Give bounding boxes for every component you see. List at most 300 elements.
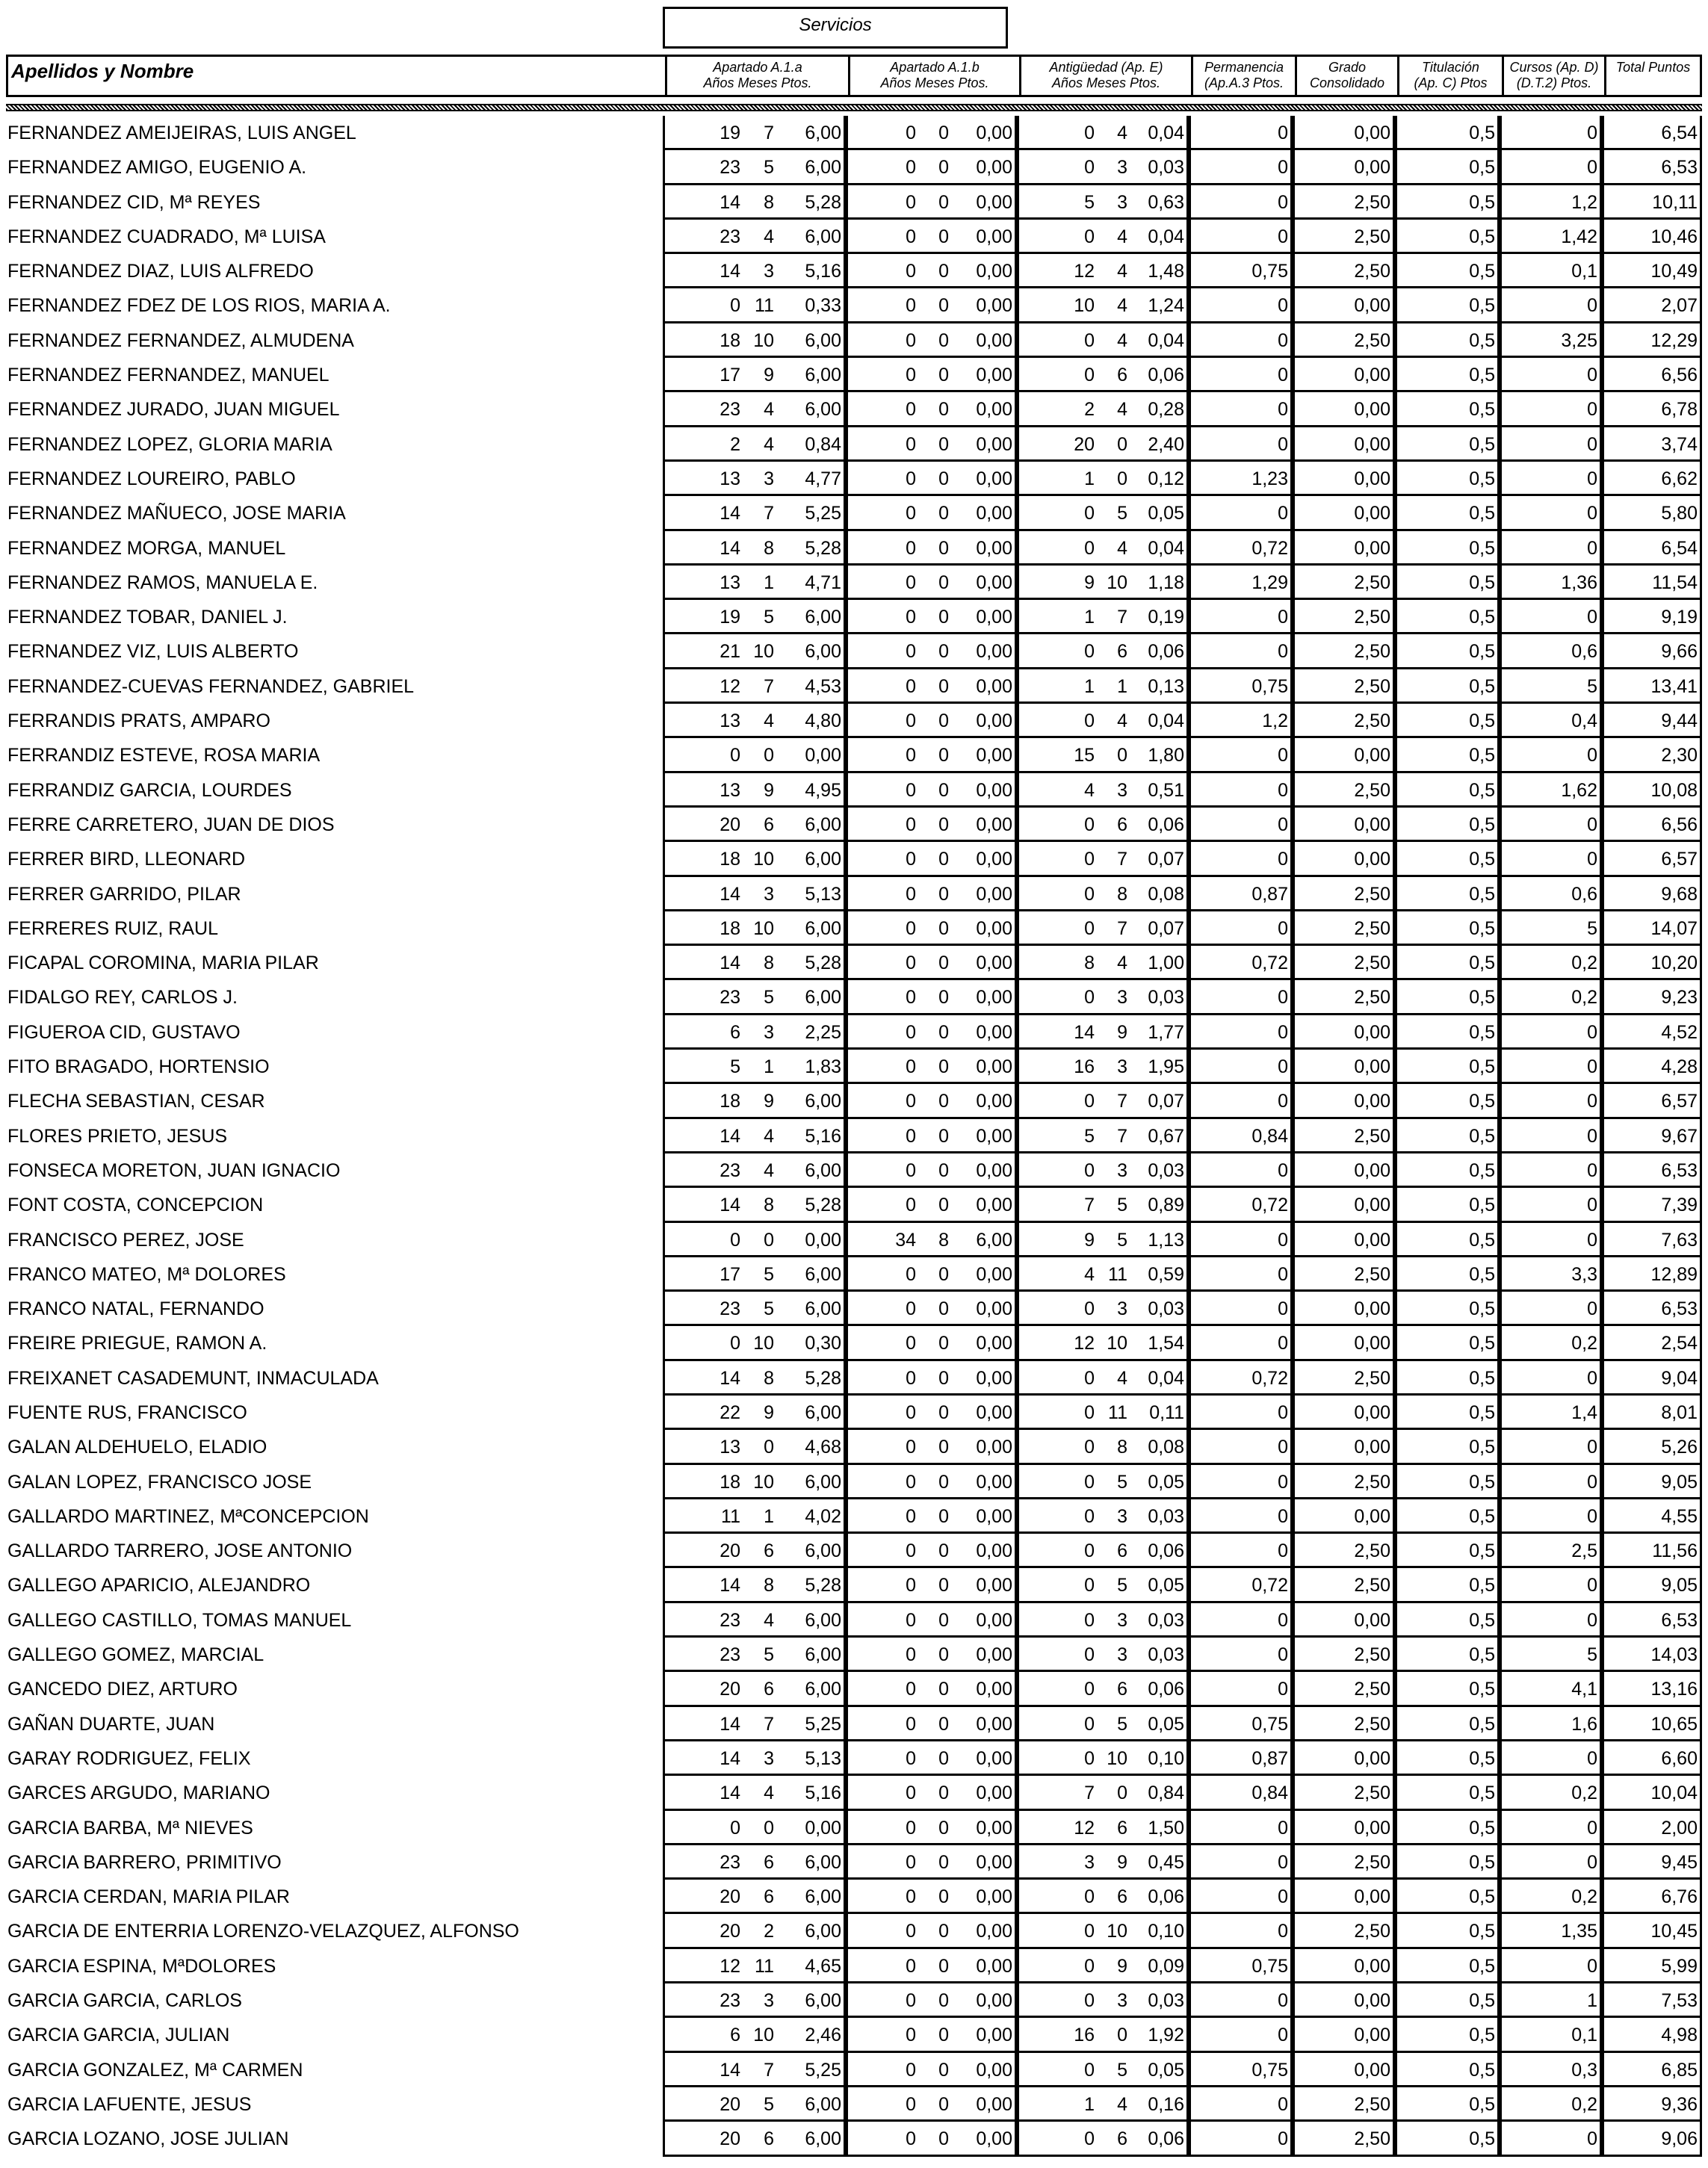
cell-a1b-meses: 0 — [938, 2025, 949, 2046]
cell-cursos: 0 — [1587, 1817, 1597, 1839]
cell-cursos: 0,2 — [1571, 987, 1597, 1009]
cell-antig-anos: 1 — [1084, 675, 1095, 697]
cell-a1a-meses: 5 — [764, 157, 774, 179]
cell-antig-anos: 16 — [1074, 1056, 1095, 1078]
cell-a1a-ptos: 6,00 — [805, 2128, 841, 2150]
cell-name: GALAN LOPEZ, FRANCISCO JOSE — [7, 1471, 312, 1493]
cell-a1a-meses: 10 — [753, 2025, 774, 2046]
cell-permanencia: 0 — [1278, 1298, 1288, 1320]
cell-a1a-ptos: 6,00 — [805, 329, 841, 351]
cell-permanencia: 1,23 — [1251, 468, 1288, 489]
cell-a1a-ptos: 6,00 — [805, 1540, 841, 1562]
cell-a1a-meses: 0 — [764, 1229, 774, 1251]
cell-total: 6,56 — [1661, 814, 1698, 835]
cell-grado: 0,00 — [1354, 1195, 1390, 1216]
cell-antig-meses: 11 — [1108, 1402, 1127, 1423]
cell-antig-anos: 0 — [1084, 1402, 1095, 1423]
cell-titulacion: 0,5 — [1469, 883, 1495, 905]
cell-a1a-meses: 9 — [764, 779, 774, 801]
cell-total: 6,53 — [1661, 1159, 1698, 1181]
cell-a1b-ptos: 0,00 — [976, 1437, 1012, 1458]
cell-antig-ptos: 1,92 — [1148, 2025, 1184, 2046]
cell-grado: 0,00 — [1354, 1333, 1390, 1354]
cell-a1b-meses: 0 — [938, 2093, 949, 2115]
cell-titulacion: 0,5 — [1469, 917, 1495, 939]
header-a1a-line1: Apartado A.1.a — [713, 60, 802, 75]
cell-permanencia: 0 — [1278, 1056, 1288, 1078]
cell-antig-anos: 1 — [1084, 2093, 1095, 2115]
cell-a1a-anos: 20 — [720, 1540, 740, 1562]
cell-a1a-meses: 6 — [764, 814, 774, 835]
cell-a1b-meses: 0 — [938, 2128, 949, 2150]
cell-antig-ptos: 0,05 — [1148, 1471, 1184, 1493]
cell-antig-meses: 8 — [1117, 883, 1127, 905]
cell-name: FIGUEROA CID, GUSTAVO — [7, 1021, 241, 1043]
table-row — [6, 1084, 1702, 1118]
cell-antig-ptos: 0,06 — [1148, 365, 1184, 386]
cell-a1a-anos: 13 — [720, 468, 740, 489]
table-row — [6, 531, 1702, 566]
cell-name: GARCIA BARRERO, PRIMITIVO — [7, 1851, 282, 1873]
cell-a1b-meses: 0 — [938, 987, 949, 1009]
cell-antig-meses: 6 — [1117, 365, 1127, 386]
cell-antig-ptos: 0,06 — [1148, 1540, 1184, 1562]
cell-permanencia: 0 — [1278, 1851, 1288, 1873]
cell-total: 11,54 — [1652, 572, 1698, 593]
cell-antig-anos: 9 — [1084, 1229, 1095, 1251]
cell-a1a-meses: 3 — [764, 261, 774, 282]
cell-total: 14,07 — [1650, 917, 1698, 939]
cell-a1b-anos: 0 — [906, 157, 916, 179]
cell-antig-ptos: 0,04 — [1148, 1367, 1184, 1389]
cell-permanencia: 0,84 — [1251, 1783, 1288, 1804]
cell-a1b-ptos: 0,00 — [976, 365, 1012, 386]
cell-grado: 2,50 — [1354, 1921, 1390, 1942]
cell-a1a-meses: 7 — [764, 1713, 774, 1735]
cell-antig-anos: 0 — [1084, 1471, 1095, 1493]
cell-a1b-meses: 0 — [938, 1575, 949, 1596]
cell-antig-anos: 1 — [1084, 607, 1095, 628]
table-row — [6, 427, 1702, 462]
cell-grado: 0,00 — [1354, 1886, 1390, 1908]
cell-a1b-anos: 0 — [906, 1333, 916, 1354]
cell-a1b-meses: 0 — [938, 675, 949, 697]
cell-total: 9,66 — [1661, 641, 1698, 663]
cell-name: FERNANDEZ FERNANDEZ, ALMUDENA — [7, 329, 354, 351]
cell-total: 8,01 — [1661, 1402, 1698, 1423]
cell-cursos: 0 — [1587, 1091, 1597, 1112]
cell-cursos: 1,62 — [1561, 779, 1597, 801]
cell-name: FERNANDEZ JURADO, JUAN MIGUEL — [7, 399, 340, 421]
cell-a1a-anos: 0 — [730, 1333, 740, 1354]
cell-antig-ptos: 0,10 — [1148, 1747, 1184, 1769]
cell-titulacion: 0,5 — [1469, 1921, 1495, 1942]
cell-cursos: 0 — [1587, 433, 1597, 455]
cell-a1a-ptos: 4,80 — [805, 710, 841, 732]
table-row — [6, 1949, 1702, 1983]
cell-antig-meses: 7 — [1117, 849, 1127, 870]
cell-a1b-anos: 0 — [906, 1091, 916, 1112]
cell-a1a-ptos: 6,00 — [805, 1263, 841, 1285]
cell-a1a-meses: 10 — [753, 329, 774, 351]
cell-a1b-meses: 0 — [938, 537, 949, 559]
table-row — [6, 1983, 1702, 2018]
cell-antig-meses: 3 — [1117, 1159, 1127, 1181]
cell-antig-meses: 11 — [1108, 1263, 1127, 1285]
header-a1b — [848, 57, 1019, 95]
cell-antig-meses: 5 — [1117, 1229, 1127, 1251]
cell-a1b-anos: 34 — [895, 1229, 916, 1251]
cell-grado: 2,50 — [1354, 607, 1390, 628]
cell-antig-ptos: 0,03 — [1148, 987, 1184, 1009]
cell-a1b-ptos: 0,00 — [976, 1886, 1012, 1908]
cell-permanencia: 0,84 — [1251, 1125, 1288, 1147]
cell-grado: 0,00 — [1354, 1437, 1390, 1458]
cell-a1a-meses: 3 — [764, 1990, 774, 2012]
cell-a1b-anos: 0 — [906, 675, 916, 697]
cell-a1a-ptos: 5,28 — [805, 1575, 841, 1596]
cell-cursos: 0 — [1587, 399, 1597, 421]
cell-a1a-ptos: 6,00 — [805, 1159, 841, 1181]
cell-name: FLECHA SEBASTIAN, CESAR — [7, 1091, 265, 1112]
cell-name: FICAPAL COROMINA, MARIA PILAR — [7, 953, 319, 974]
cell-antig-meses: 3 — [1117, 1609, 1127, 1631]
cell-antig-anos: 7 — [1084, 1783, 1095, 1804]
cell-permanencia: 0 — [1278, 1990, 1288, 2012]
cell-a1a-meses: 4 — [764, 1783, 774, 1804]
cell-permanencia: 0 — [1278, 433, 1288, 455]
cell-a1b-meses: 0 — [938, 779, 949, 801]
cell-titulacion: 0,5 — [1469, 1195, 1495, 1216]
cell-name: FUENTE RUS, FRANCISCO — [7, 1402, 247, 1423]
cell-a1b-anos: 0 — [906, 1783, 916, 1804]
cell-a1a-anos: 23 — [720, 1990, 740, 2012]
cell-antig-anos: 14 — [1074, 1021, 1095, 1043]
cell-cursos: 0 — [1587, 745, 1597, 766]
cell-titulacion: 0,5 — [1469, 1367, 1495, 1389]
cell-a1a-anos: 14 — [720, 1125, 740, 1147]
cell-antig-ptos: 0,04 — [1148, 226, 1184, 247]
cell-titulacion: 0,5 — [1469, 1125, 1495, 1147]
table-row — [6, 669, 1702, 704]
cell-grado: 0,00 — [1354, 745, 1390, 766]
cell-antig-meses: 4 — [1117, 261, 1127, 282]
cell-a1a-anos: 18 — [720, 849, 740, 870]
cell-a1a-meses: 0 — [764, 1817, 774, 1839]
cell-cursos: 0 — [1587, 1747, 1597, 1769]
cell-permanencia: 0 — [1278, 191, 1288, 213]
cell-total: 6,54 — [1661, 123, 1698, 143]
cell-grado: 2,50 — [1354, 1540, 1390, 1562]
cell-a1a-anos: 14 — [720, 1713, 740, 1735]
cell-cursos: 0,6 — [1571, 883, 1597, 905]
cell-a1b-meses: 0 — [938, 295, 949, 317]
cell-total: 9,36 — [1661, 2093, 1698, 2115]
table-row — [6, 116, 1702, 150]
cell-antig-ptos: 0,06 — [1148, 2128, 1184, 2150]
cell-antig-anos: 0 — [1084, 1644, 1095, 1666]
cell-antig-meses: 9 — [1117, 1021, 1127, 1043]
cell-a1b-meses: 0 — [938, 1091, 949, 1112]
cell-cursos: 0 — [1587, 1229, 1597, 1251]
cell-a1b-anos: 0 — [906, 1955, 916, 1977]
cell-titulacion: 0,5 — [1469, 1505, 1495, 1527]
cell-a1a-ptos: 5,16 — [805, 261, 841, 282]
cell-grado: 0,00 — [1354, 295, 1390, 317]
cell-a1a-anos: 19 — [720, 607, 740, 628]
cell-permanencia: 0 — [1278, 1333, 1288, 1354]
cell-cursos: 0 — [1587, 1437, 1597, 1458]
cell-a1b-anos: 0 — [906, 329, 916, 351]
cell-a1a-meses: 1 — [764, 1056, 774, 1078]
table-row — [6, 1430, 1702, 1464]
cell-cursos: 0 — [1587, 365, 1597, 386]
cell-a1b-meses: 0 — [938, 1644, 949, 1666]
cell-antig-ptos: 1,24 — [1148, 295, 1184, 317]
table-row — [6, 808, 1702, 842]
header-titul-line2: (Ap. C) Ptos — [1414, 75, 1488, 90]
cell-a1b-meses: 0 — [938, 1886, 949, 1908]
cell-permanencia: 1,2 — [1262, 710, 1288, 732]
cell-a1a-meses: 3 — [764, 1747, 774, 1769]
cell-grado: 0,00 — [1354, 1056, 1390, 1078]
cell-titulacion: 0,5 — [1469, 1091, 1495, 1112]
header-cursos-line1: Cursos (Ap. D) — [1509, 60, 1599, 75]
table-row — [6, 1499, 1702, 1534]
cell-a1a-ptos: 2,25 — [805, 1021, 841, 1043]
cell-cursos: 0,2 — [1571, 1783, 1597, 1804]
cell-name: FITO BRAGADO, HORTENSIO — [7, 1056, 270, 1078]
cell-a1b-meses: 0 — [938, 433, 949, 455]
cell-a1b-anos: 0 — [906, 1817, 916, 1839]
cell-titulacion: 0,5 — [1469, 814, 1495, 835]
table-header — [6, 55, 1702, 97]
cell-grado: 0,00 — [1354, 365, 1390, 386]
cell-a1a-meses: 5 — [764, 1298, 774, 1320]
cell-a1a-ptos: 0,84 — [805, 433, 841, 455]
cell-a1a-meses: 6 — [764, 2128, 774, 2150]
table-body — [6, 116, 1702, 2157]
table-row — [6, 1361, 1702, 1396]
cell-a1b-ptos: 0,00 — [976, 607, 1012, 628]
cell-grado: 0,00 — [1354, 1990, 1390, 2012]
cell-antig-ptos: 0,03 — [1148, 157, 1184, 179]
cell-a1a-ptos: 6,00 — [805, 641, 841, 663]
cell-total: 9,23 — [1661, 987, 1698, 1009]
cell-a1a-meses: 3 — [764, 468, 774, 489]
cell-antig-meses: 6 — [1117, 1540, 1127, 1562]
cell-a1a-ptos: 5,25 — [805, 503, 841, 524]
cell-antig-meses: 6 — [1117, 1886, 1127, 1908]
cell-name: FERRANDIS PRATS, AMPARO — [7, 710, 270, 732]
cell-a1b-meses: 0 — [938, 1713, 949, 1735]
cell-cursos: 1,6 — [1571, 1713, 1597, 1735]
cell-name: GALLARDO MARTINEZ, MªCONCEPCION — [7, 1505, 369, 1527]
table-row — [6, 462, 1702, 496]
cell-antig-meses: 3 — [1117, 779, 1127, 801]
cell-grado: 2,50 — [1354, 1783, 1390, 1804]
cell-cursos: 0,2 — [1571, 1886, 1597, 1908]
cell-permanencia: 0,72 — [1251, 953, 1288, 974]
cell-a1b-ptos: 0,00 — [976, 849, 1012, 870]
cell-permanencia: 0,75 — [1251, 1955, 1288, 1977]
cell-a1a-meses: 9 — [764, 1402, 774, 1423]
cell-name: GARCIA GARCIA, CARLOS — [7, 1990, 242, 2012]
cell-a1a-meses: 0 — [764, 1437, 774, 1458]
cell-grado: 2,50 — [1354, 641, 1390, 663]
cell-name: GARCIA BARBA, Mª NIEVES — [7, 1817, 253, 1839]
cell-cursos: 0 — [1587, 1056, 1597, 1078]
cell-a1b-meses: 0 — [938, 1990, 949, 2012]
cell-titulacion: 0,5 — [1469, 1575, 1495, 1596]
cell-a1b-ptos: 0,00 — [976, 1747, 1012, 1769]
cell-a1a-ptos: 0,33 — [805, 295, 841, 317]
cell-permanencia: 0 — [1278, 1921, 1288, 1942]
cell-antig-meses: 3 — [1117, 1298, 1127, 1320]
cell-antig-ptos: 0,63 — [1148, 191, 1184, 213]
cell-grado: 2,50 — [1354, 191, 1390, 213]
cell-permanencia: 0 — [1278, 1471, 1288, 1493]
cell-antig-meses: 10 — [1107, 1921, 1127, 1942]
cell-name: GANCEDO DIEZ, ARTURO — [7, 1679, 238, 1700]
cell-total: 7,53 — [1661, 1990, 1698, 2012]
cell-a1a-meses: 6 — [764, 1679, 774, 1700]
cell-a1b-anos: 0 — [906, 987, 916, 1009]
cell-total: 4,28 — [1661, 1056, 1698, 1078]
cell-cursos: 0 — [1587, 607, 1597, 628]
cell-a1a-ptos: 4,65 — [805, 1955, 841, 1977]
cell-name: FRANCO NATAL, FERNANDO — [7, 1298, 264, 1320]
cell-titulacion: 0,5 — [1469, 433, 1495, 455]
cell-cursos: 0 — [1587, 1955, 1597, 1977]
cell-a1a-meses: 3 — [764, 883, 774, 905]
cell-a1a-anos: 20 — [720, 1679, 740, 1700]
cell-cursos: 0 — [1587, 814, 1597, 835]
header-antig-line1: Antigüedad (Ap. E) — [1049, 60, 1163, 75]
cell-name: FERNANDEZ FDEZ DE LOS RIOS, MARIA A. — [7, 295, 391, 317]
cell-antig-meses: 10 — [1107, 1333, 1127, 1354]
cell-a1a-meses: 4 — [764, 399, 774, 421]
cell-name: GARCIA LOZANO, JOSE JULIAN — [7, 2128, 289, 2150]
cell-a1a-anos: 22 — [720, 1402, 740, 1423]
cell-a1b-anos: 0 — [906, 399, 916, 421]
table-row — [6, 2018, 1702, 2052]
cell-total: 6,57 — [1661, 1091, 1698, 1112]
cell-permanencia: 0 — [1278, 157, 1288, 179]
cell-a1b-meses: 8 — [938, 1229, 949, 1251]
table-row — [6, 2053, 1702, 2087]
cell-a1b-ptos: 0,00 — [976, 468, 1012, 489]
cell-permanencia: 0 — [1278, 1540, 1288, 1562]
cell-a1b-anos: 0 — [906, 468, 916, 489]
cell-a1a-ptos: 6,00 — [805, 1091, 841, 1112]
cell-permanencia: 0,75 — [1251, 261, 1288, 282]
cell-antig-anos: 0 — [1084, 641, 1095, 663]
cell-name: FERNANDEZ RAMOS, MANUELA E. — [7, 572, 318, 593]
cell-antig-ptos: 0,19 — [1148, 607, 1184, 628]
cell-titulacion: 0,5 — [1469, 537, 1495, 559]
cell-antig-ptos: 0,05 — [1148, 2059, 1184, 2081]
cell-grado: 2,50 — [1354, 1263, 1390, 1285]
cell-total: 5,80 — [1661, 503, 1698, 524]
cell-titulacion: 0,5 — [1469, 779, 1495, 801]
cell-a1b-anos: 0 — [906, 1644, 916, 1666]
cell-titulacion: 0,5 — [1469, 1644, 1495, 1666]
cell-grado: 0,00 — [1354, 1402, 1390, 1423]
cell-name: FRANCO MATEO, Mª DOLORES — [7, 1263, 286, 1285]
cell-cursos: 0 — [1587, 1125, 1597, 1147]
cell-total: 4,55 — [1661, 1505, 1698, 1527]
cell-antig-ptos: 1,50 — [1148, 1817, 1184, 1839]
cell-titulacion: 0,5 — [1469, 468, 1495, 489]
cell-cursos: 0 — [1587, 2128, 1597, 2150]
cell-antig-meses: 9 — [1117, 1851, 1127, 1873]
cell-name: FERNANDEZ CUADRADO, Mª LUISA — [7, 226, 326, 247]
cell-cursos: 0 — [1587, 295, 1597, 317]
cell-antig-meses: 4 — [1117, 226, 1127, 247]
cell-total: 5,99 — [1661, 1955, 1698, 1977]
cell-a1b-meses: 0 — [938, 710, 949, 732]
cell-a1a-anos: 6 — [730, 1021, 740, 1043]
cell-titulacion: 0,5 — [1469, 1817, 1495, 1839]
cell-name: FERRANDIZ ESTEVE, ROSA MARIA — [7, 745, 321, 766]
header-name: Apellidos y Nombre — [11, 60, 194, 82]
cell-antig-anos: 4 — [1084, 779, 1095, 801]
cell-antig-ptos: 0,67 — [1148, 1125, 1184, 1147]
cell-a1a-meses: 8 — [764, 953, 774, 974]
table-row — [6, 1119, 1702, 1153]
cell-grado: 2,50 — [1354, 1125, 1390, 1147]
cell-antig-anos: 0 — [1084, 987, 1095, 1009]
cell-permanencia: 0 — [1278, 1263, 1288, 1285]
cell-a1a-ptos: 5,13 — [805, 1747, 841, 1769]
cell-name: FERRER GARRIDO, PILAR — [7, 883, 241, 905]
cell-antig-anos: 0 — [1084, 1505, 1095, 1527]
cell-a1b-meses: 0 — [938, 468, 949, 489]
cell-grado: 0,00 — [1354, 537, 1390, 559]
cell-antig-meses: 0 — [1117, 433, 1127, 455]
cell-a1a-meses: 10 — [753, 1333, 774, 1354]
cell-titulacion: 0,5 — [1469, 329, 1495, 351]
cell-a1b-meses: 0 — [938, 917, 949, 939]
cell-name: FERNANDEZ LOPEZ, GLORIA MARIA — [7, 433, 332, 455]
cell-titulacion: 0,5 — [1469, 399, 1495, 421]
cell-grado: 2,50 — [1354, 261, 1390, 282]
cell-a1a-meses: 8 — [764, 537, 774, 559]
cell-titulacion: 0,5 — [1469, 572, 1495, 593]
cell-total: 10,46 — [1650, 226, 1698, 247]
cell-grado: 2,50 — [1354, 1644, 1390, 1666]
cell-antig-meses: 5 — [1117, 1471, 1127, 1493]
cell-a1a-anos: 0 — [730, 1229, 740, 1251]
cell-antig-meses: 5 — [1117, 2059, 1127, 2081]
cell-total: 2,07 — [1661, 295, 1698, 317]
cell-cursos: 0 — [1587, 123, 1597, 143]
cell-grado: 0,00 — [1354, 1747, 1390, 1769]
cell-a1b-meses: 0 — [938, 1783, 949, 1804]
table-row — [6, 1396, 1702, 1430]
cell-a1b-ptos: 0,00 — [976, 1575, 1012, 1596]
cell-a1b-meses: 0 — [938, 1402, 949, 1423]
cell-a1a-meses: 8 — [764, 1575, 774, 1596]
cell-a1a-anos: 18 — [720, 917, 740, 939]
cell-a1b-meses: 0 — [938, 1125, 949, 1147]
cell-a1b-anos: 0 — [906, 503, 916, 524]
cell-total: 6,53 — [1661, 157, 1698, 179]
cell-permanencia: 0 — [1278, 1644, 1288, 1666]
cell-antig-meses: 6 — [1117, 641, 1127, 663]
table-row — [6, 1707, 1702, 1741]
